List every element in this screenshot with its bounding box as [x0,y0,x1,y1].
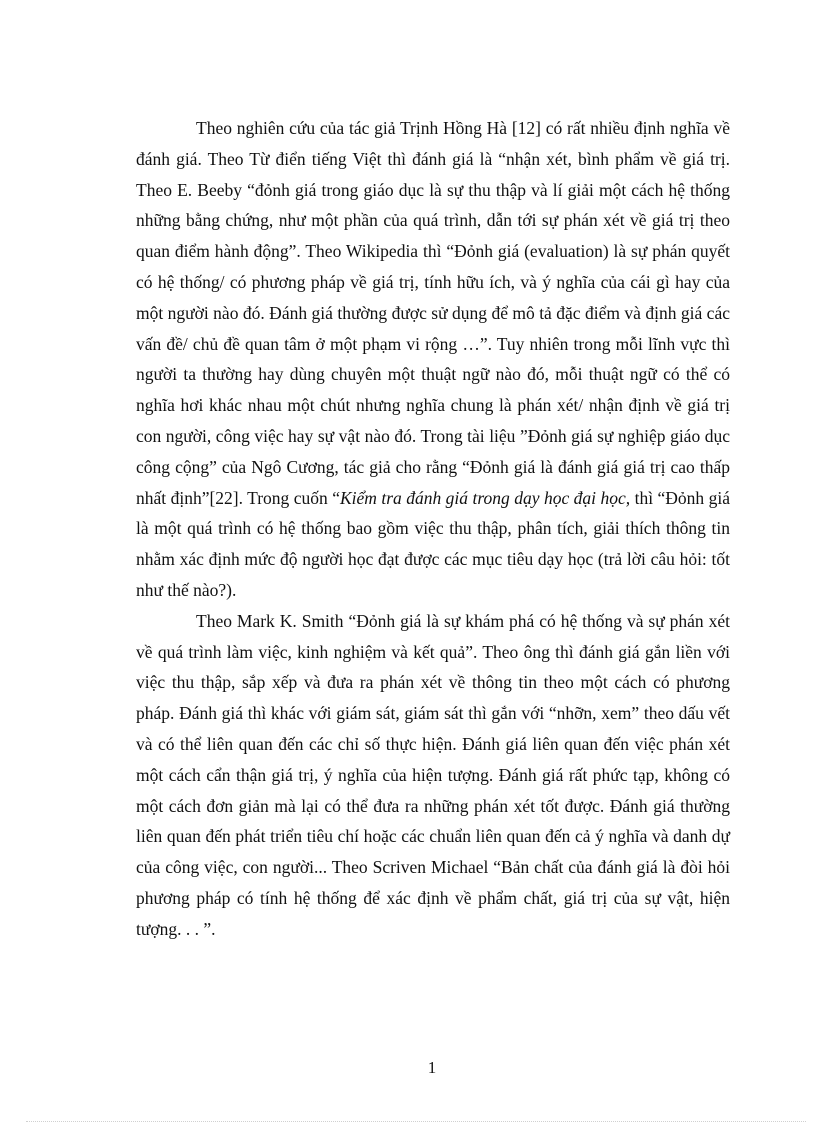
book-title-italic: Kiểm tra đánh giá trong dạy học đại học, [339,487,631,508]
body-text [136,113,730,945]
paragraph-2-text: Theo Mark K. Smith “Đỏnh giá là sự khám phá có hệ thống và sự phán xét về quá trình làm việc, kinh nghiệm và kết quả”. Theo ông thì đánh giá gắn liền với việc thu thập, sắp xếp và đưa ra phán xét về thông tin theo một cách có phương pháp. Đánh giá thì khác với giám sát, giám sát thì gắn với “nhỡn, xem” theo dấu vết và có thể liên quan đến các chỉ số thực hiện. Đánh giá liên quan đến việc phán xét một cách cẩn thận giá trị, ý nghĩa của hiện tượng. Đánh giá rất phức tạp, không có một cách đơn giản mà lại có thể đưa ra những phán xét tốt được. Đánh giá thường liên quan đến phát triển tiêu chí hoặc các chuẩn liên quan đến cả ý nghĩa và danh dự của công việc, con người... Theo Scriven Michael “Bản chất của đánh giá là đòi hỏi phương pháp có tính hệ thống để xác định về phẩm chất, giá trị của sự vật, hiện tượng. . . ”. [136,610,730,939]
paragraph-2 [136,606,730,945]
page-number: 1 [427,1058,437,1077]
paragraph-1-text: Theo nghiên cứu của tác giả Trịnh Hồng Hà [12] có rất nhiều định nghĩa về đánh giá. Theo Từ điển tiếng Việt thì đánh giá là “nhận xét, bình phẩm về giá trị. Theo E. Beeby “đỏnh giá trong giáo dục là sự thu thập và lí giải một cách hệ thống những bằng chứng, như một phần của quá trình, dẫn tới sự phán xét về giá trị theo quan điểm hành động”. Theo Wikipedia thì “Đỏnh giá (evaluation) là sự phán quyết có hệ thống/ có phương pháp về giá trị, tính hữu ích, và ý nghĩa của cái gì hay của một người nào đó. Đánh giá thường được sử dụng để mô tả đặc điểm và định giá các vấn đề/ chủ đề quan tâm ở một phạm vi rộng …”. Tuy nhiên trong mỗi lĩnh vực thì người ta thường hay dùng chuyên một thuật ngữ nào đó, mỗi thuật ngữ có thể có nghĩa hơi khác nhau một chút nhưng nghĩa chung là phán xét/ nhận định về giá trị con người, công việc hay sự vật nào đó. Trong tài liệu ”Đỏnh giá sự nghiệp giáo dục công cộng” của Ngô Cương, tác giả cho rằng “Đỏnh giá là đánh giá giá trị cao thấp nhất định”[22]. Trong cuốn “ [136,118,730,508]
paragraph-1-text-end: thì “Đỏnh giá là một quá trình có hệ thống bao gồm việc thu thập, phân tích, giải thích thông tin nhằm xác định mức độ người học đạt được các mục tiêu dạy học (trả lời câu hỏi: tốt như thế nào?). [136,487,730,600]
paragraph-1 [136,113,730,606]
footer-divider [26,1121,806,1122]
